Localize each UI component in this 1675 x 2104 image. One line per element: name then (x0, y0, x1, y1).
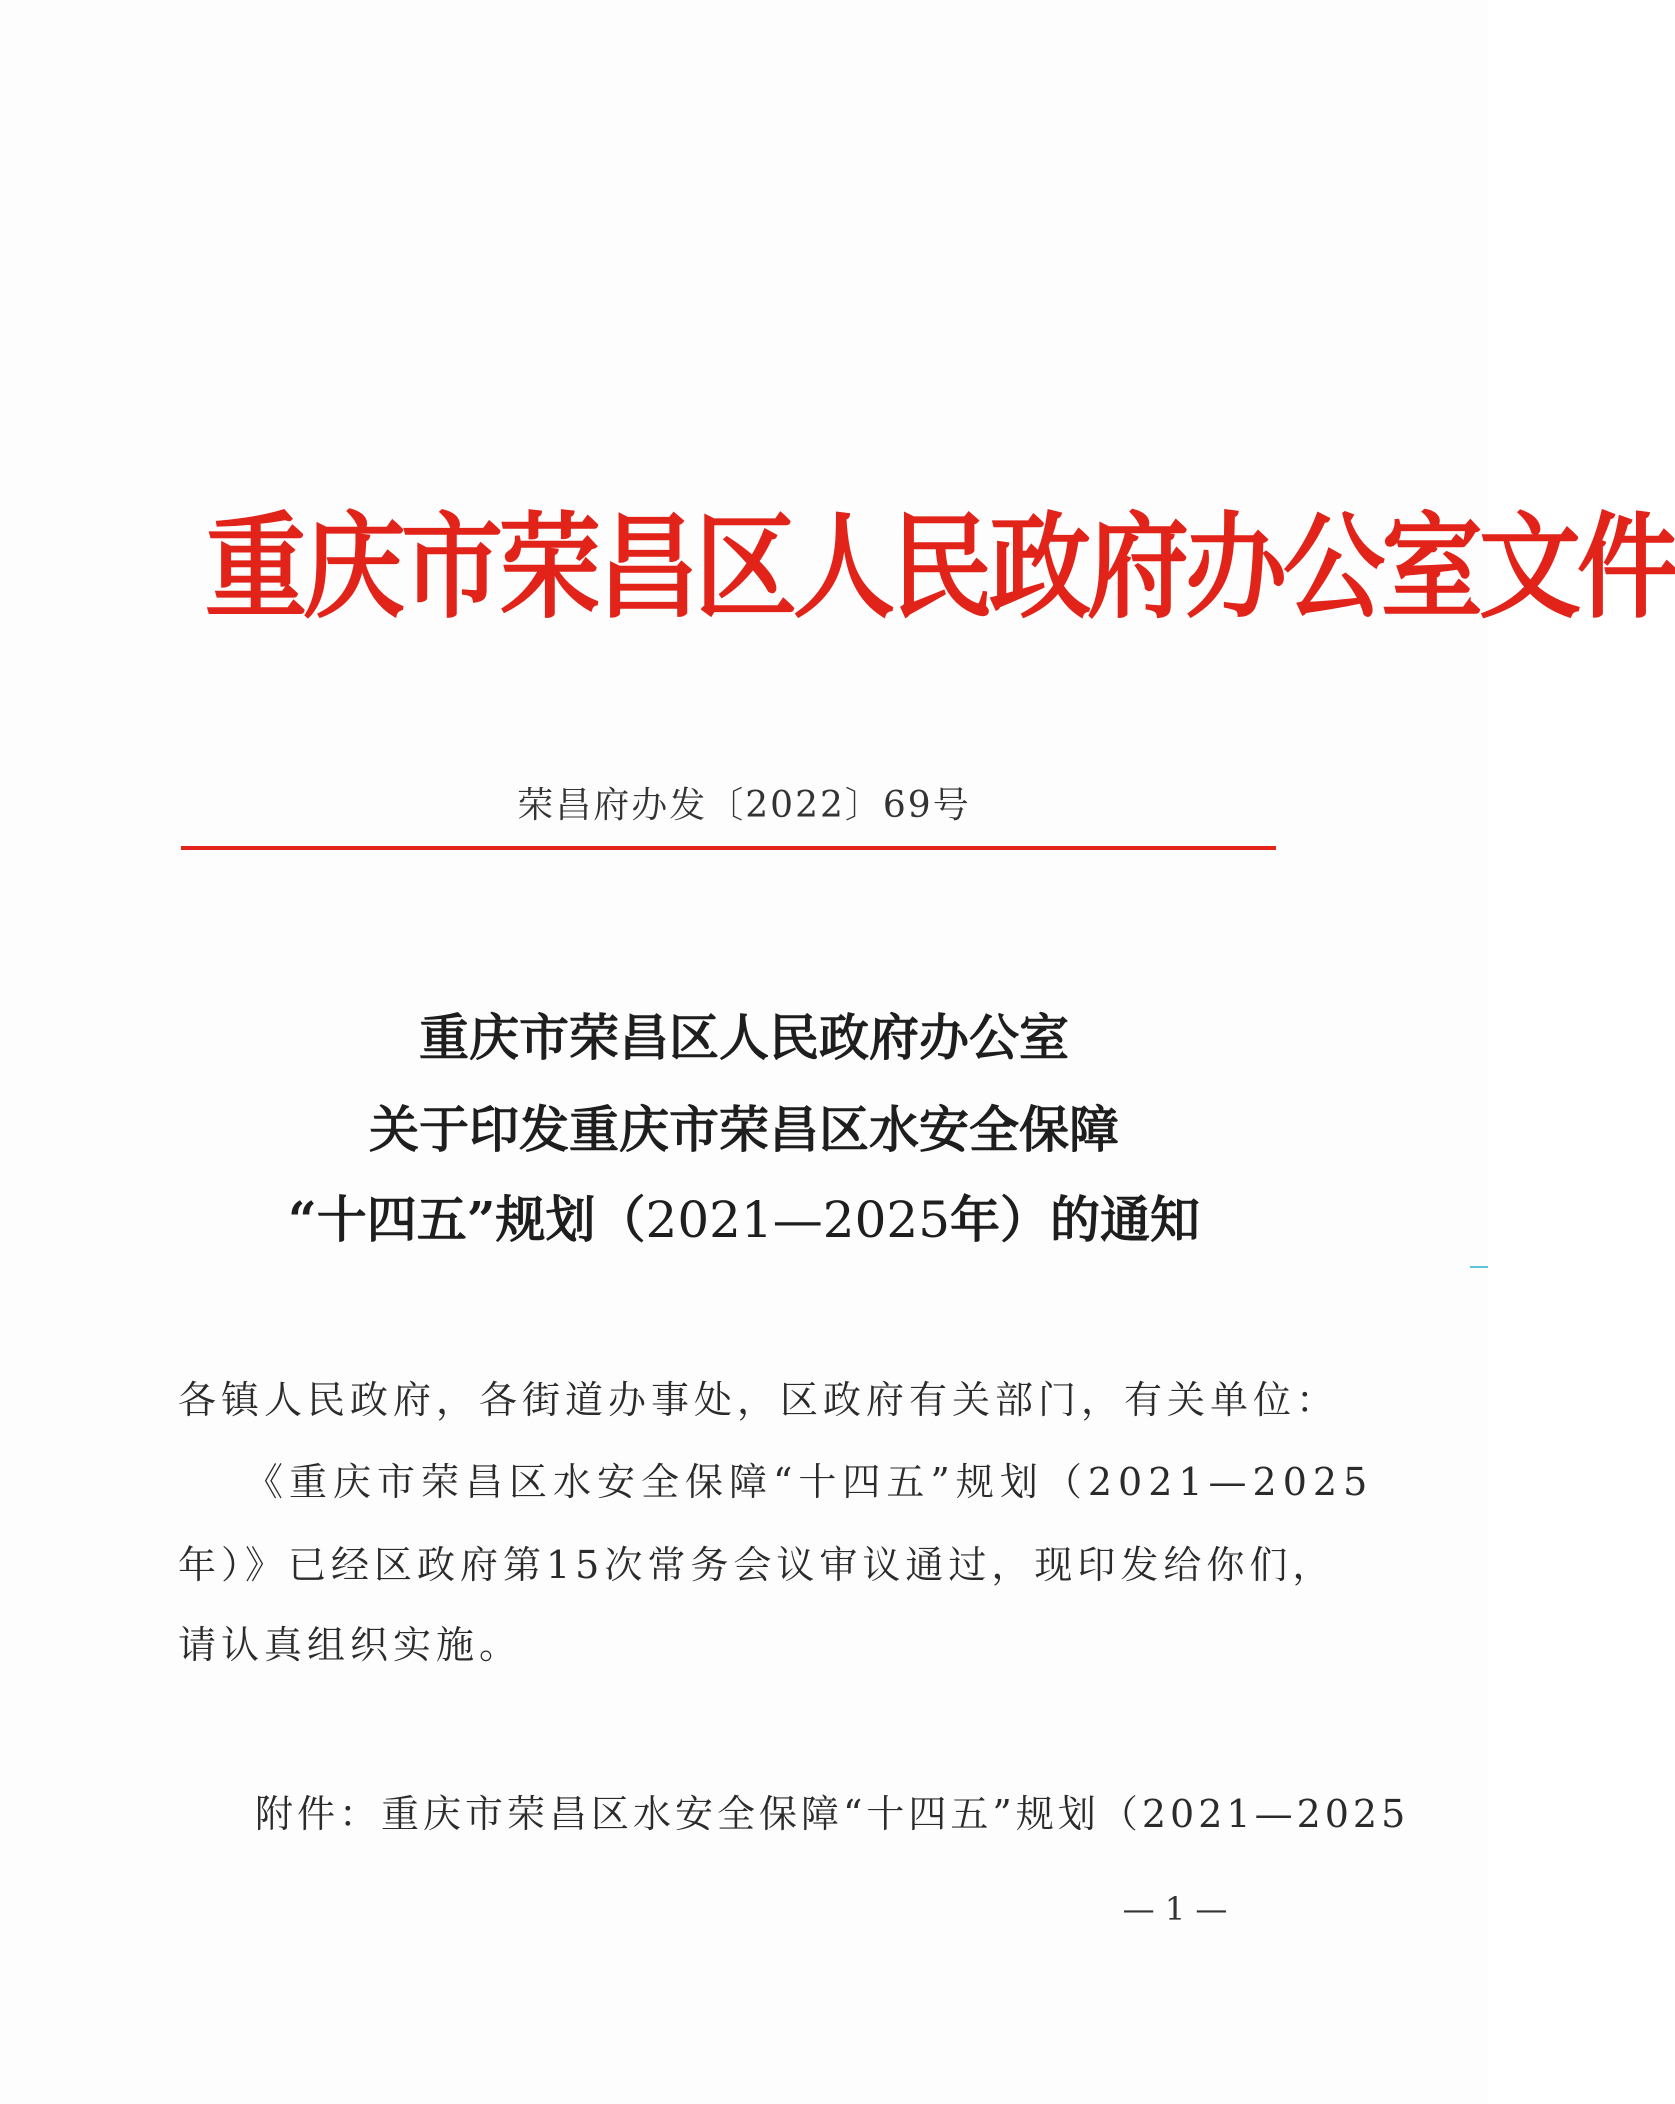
notice-title-line-3 (0, 1180, 1488, 1260)
salutation: 各镇人民政府，各街道办事处，区政府有关部门，有关单位： (178, 1378, 1340, 1422)
notice-title-line-3-years: 2021—2025 (645, 1191, 951, 1249)
page-number: — 1 — (1122, 1890, 1228, 1928)
attachment-line: 附件：重庆市荣昌区水安全保障“十四五”规划（2021—2025 (255, 1792, 1410, 1836)
body-text-line-3: 请认真组织实施。 (178, 1623, 523, 1667)
red-divider-line (181, 846, 1276, 850)
body-text-line-1: 《重庆市荣昌区水安全保障“十四五”规划（2021—2025 (245, 1460, 1374, 1504)
masthead-title: 重庆市荣昌区人民政府办公室文件 (205, 500, 1675, 636)
body-text-line-2: 年）》已经区政府第15次常务会议审议通过，现印发给你们， (178, 1543, 1336, 1587)
notice-title-line-3-pre: “十四五”规划（ (287, 1190, 646, 1249)
notice-title-line-2: 关于印发重庆市荣昌区水安全保障 (369, 1100, 1119, 1159)
notice-title-line-3-post: 年）的通知 (950, 1190, 1201, 1249)
scan-edge-mark (1470, 1266, 1488, 1268)
document-number: 荣昌府办发〔2022〕69号 (517, 785, 971, 826)
notice-title-line-1: 重庆市荣昌区人民政府办公室 (419, 1008, 1069, 1067)
